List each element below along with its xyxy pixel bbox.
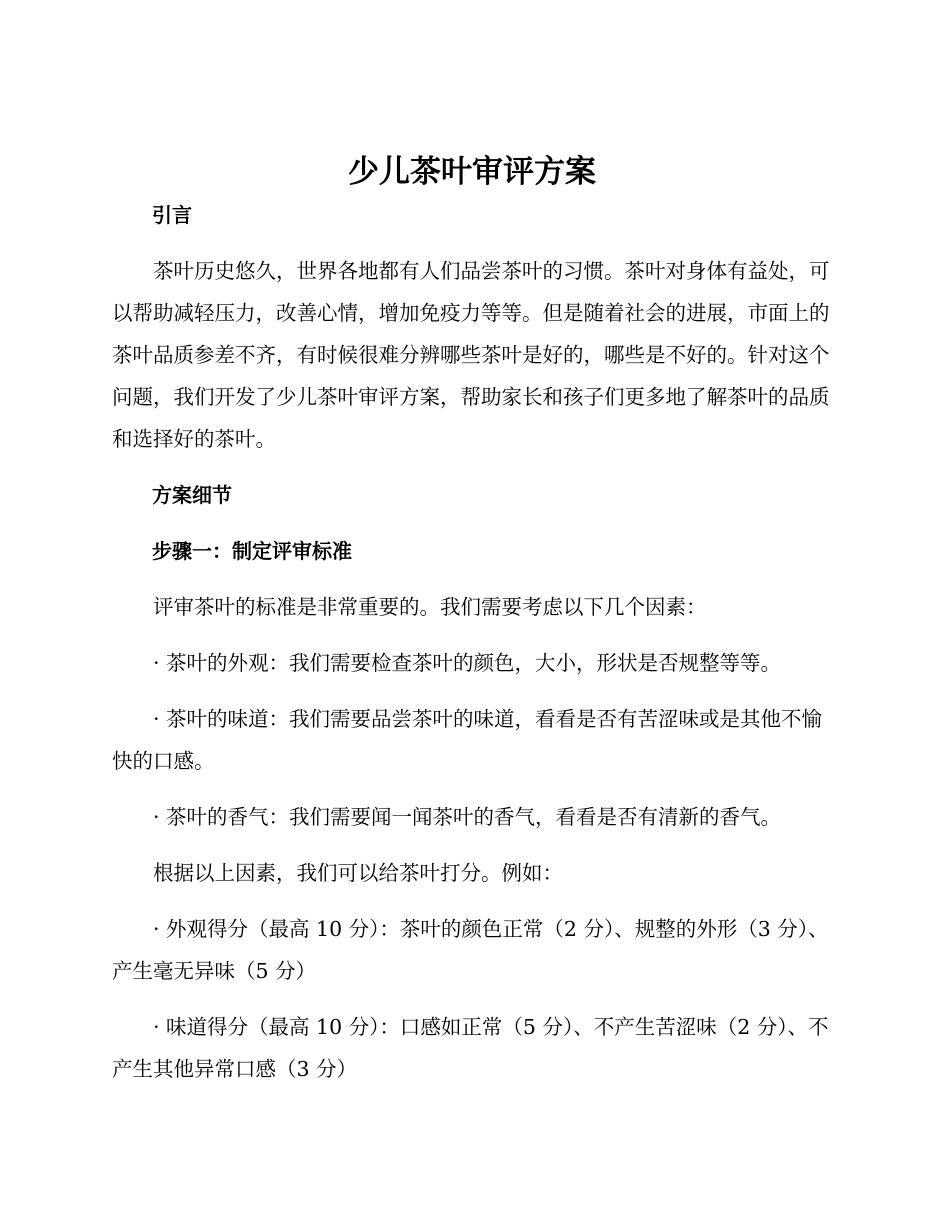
document-page: [112, 150, 832, 1090]
score-appearance-item: · 外观得分（最高 10 分）：茶叶的颜色正常（2 分）、规整的外形（3 分）、产生毫无异味（5 分）: [112, 917, 829, 983]
scoring-intro-paragraph: 根据以上因素，我们可以给茶叶打分。例如：: [153, 861, 563, 885]
score-taste-item: · 味道得分（最高 10 分）：口感如正常（5 分）、不产生苦涩味（2 分）、不产生其他异常口感（3 分）: [112, 1015, 829, 1081]
factor-appearance-item: · 茶叶的外观：我们需要检查茶叶的颜色，大小，形状是否规整等等。: [153, 651, 782, 675]
section-heading-details: 方案细节: [152, 483, 232, 507]
section-heading-intro: 引言: [152, 203, 192, 227]
document-title: 少儿茶叶审评方案: [348, 154, 596, 190]
factor-aroma-item: · 茶叶的香气：我们需要闻一闻茶叶的香气，看看是否有清新的香气。: [153, 805, 782, 829]
factor-taste-item: · 茶叶的味道：我们需要品尝茶叶的味道，看看是否有苦涩味或是其他不愉快的口感。: [112, 707, 823, 773]
criteria-intro-paragraph: 评审茶叶的标准是非常重要的。我们需要考虑以下几个因素：: [153, 595, 707, 619]
step-one-heading: 步骤一：制定评审标准: [152, 539, 352, 563]
intro-paragraph: 茶叶历史悠久，世界各地都有人们品尝茶叶的习惯。茶叶对身体有益处，可以帮助减轻压力，改善心情，增加免疫力等等。但是随着社会的进展，市面上的茶叶品质参差不齐，有时候很难分辨哪些茶叶是好的，哪些是不好的。针对这个问题，我们开发了少儿茶叶审评方案，帮助家长和孩子们更多地了解茶叶的品质和选择好的茶叶。: [112, 259, 830, 451]
